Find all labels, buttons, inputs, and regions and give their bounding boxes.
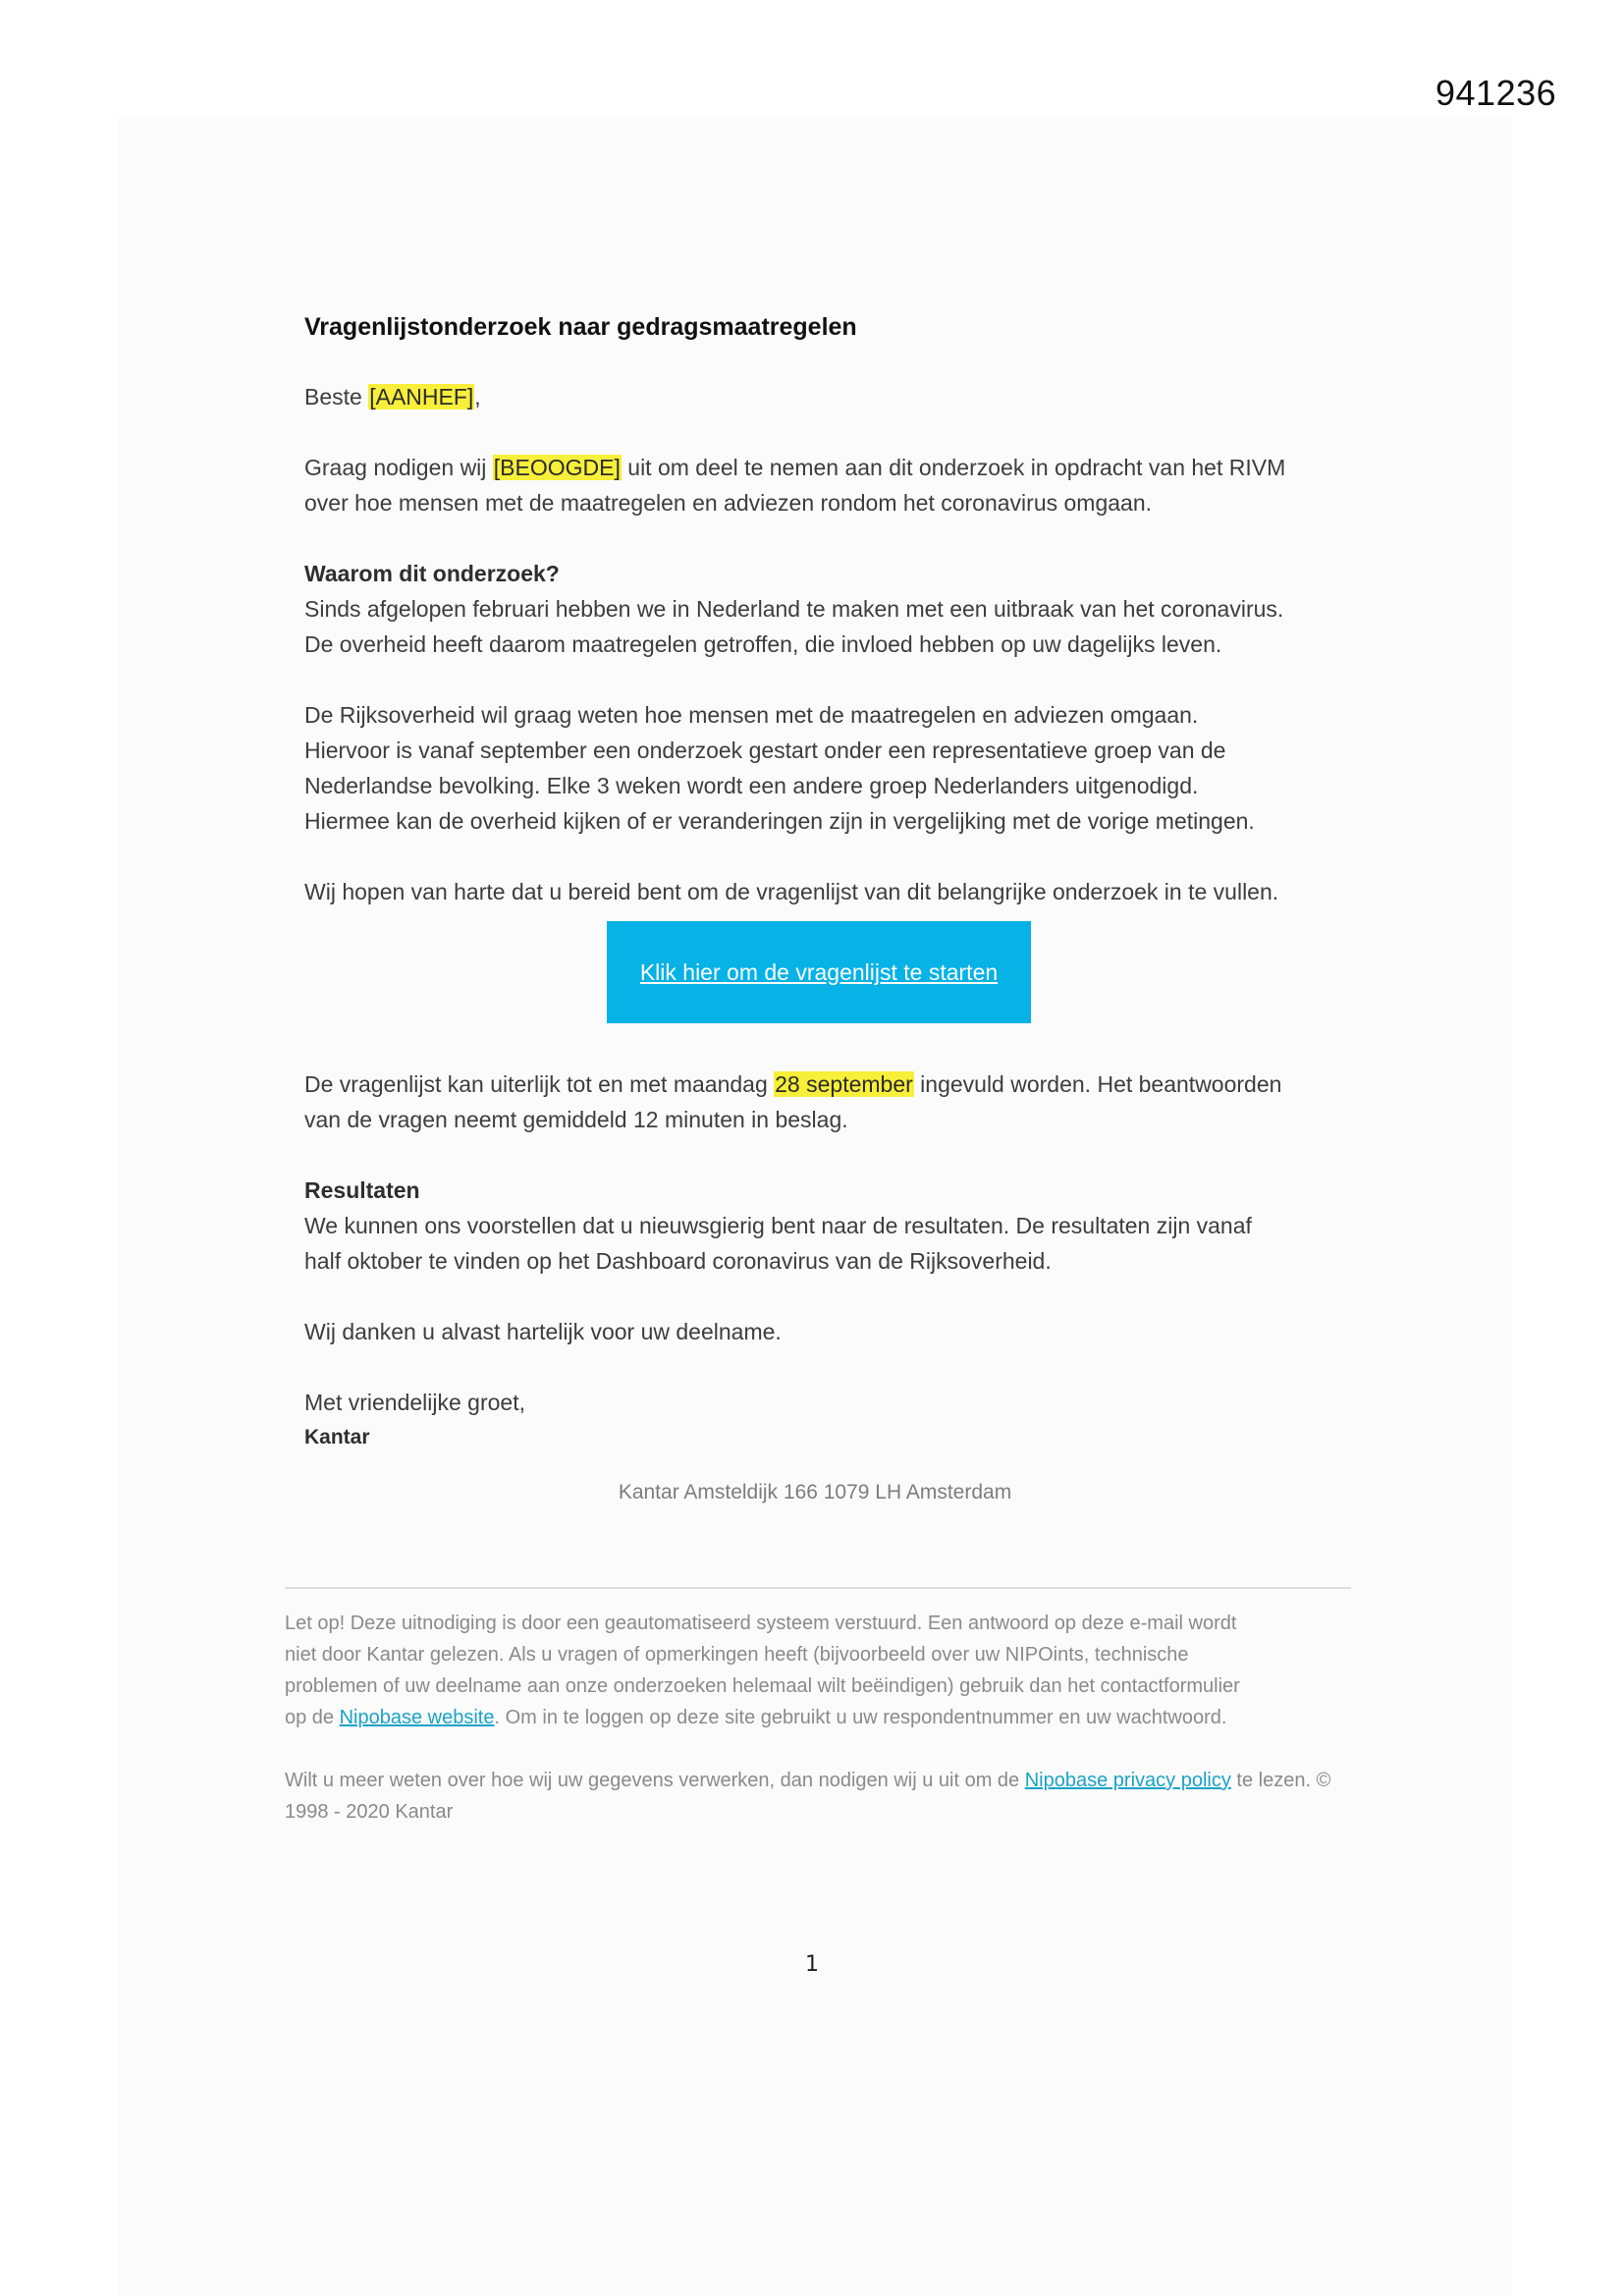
page-number: 1 — [805, 1952, 819, 1977]
salutation-placeholder: [AANHEF] — [369, 384, 474, 410]
privacy-prefix: Wilt u meer weten over hoe wij uw gegevens verwerken, dan nodigen wij u uit om de — [285, 1770, 1025, 1791]
privacy-notice — [285, 1765, 1351, 1828]
why-line: De overheid heeft daarom maatregelen getroffen, die invloed hebben op uw dagelijks leven. — [304, 631, 1222, 657]
deadline-paragraph — [304, 1066, 1326, 1137]
privacy-line — [285, 1770, 1253, 1791]
notice-line: problemen of uw deelname aan onze onderzoeken helemaal wilt beëindigen) gebruik dan het contactformulier — [285, 1675, 1240, 1697]
notice-line — [285, 1702, 1351, 1733]
nipobase-website-link[interactable]: Nipobase website — [339, 1707, 495, 1728]
intro-paragraph — [304, 450, 1326, 520]
hope-paragraph: Wij hopen van harte dat u bereid bent om de vragenlijst van dit belangrijke onderzoek in te vullen. — [304, 879, 1279, 904]
email-footer — [285, 1608, 1351, 1828]
signature: Kantar — [304, 1426, 370, 1449]
deadline-line-1 — [304, 1066, 1326, 1102]
notice-line: Let op! Deze uitnodiging is door een geautomatiseerd systeem verstuurd. Een antwoord op deze e-mail wordt — [285, 1613, 1237, 1634]
why-heading: Waarom dit onderzoek? — [304, 561, 560, 586]
privacy-line: lezen. — [1258, 1770, 1312, 1791]
rijks-line: De Rijksoverheid wil graag weten hoe mensen met de maatregelen en adviezen omgaan. — [304, 702, 1199, 728]
rijks-line: Nederlandse bevolking. Elke 3 weken wordt een andere groep Nederlanders uitgenodigd. — [304, 773, 1199, 798]
automated-notice — [285, 1608, 1351, 1733]
privacy-suffix: te — [1230, 1770, 1254, 1791]
cta-container — [304, 921, 1326, 1023]
greeting-prefix: Beste — [304, 384, 369, 410]
start-survey-link[interactable]: Klik hier om de vragenlijst te starten — [639, 959, 999, 985]
intro-prefix: Graag nodigen wij — [304, 455, 493, 480]
why-section — [304, 556, 1326, 662]
closing: Met vriendelijke groet, — [304, 1390, 525, 1415]
rijks-line: Hiervoor is vanaf september een onderzoek gestart onder een representatieve groep van de — [304, 738, 1226, 763]
deadline-prefix: De vragenlijst kan uiterlijk tot en met maandag — [304, 1071, 775, 1097]
notice-suffix: . Om in te loggen op deze site gebruikt u uw respondentnummer en uw wachtwoord. — [494, 1707, 1227, 1728]
privacy-policy-link[interactable]: Nipobase privacy policy — [1024, 1770, 1231, 1791]
document-id: 941236 — [1435, 73, 1557, 113]
email-body — [304, 310, 1326, 1491]
intro-line-1 — [304, 450, 1326, 485]
greeting-suffix: , — [474, 384, 481, 410]
start-survey-button[interactable] — [607, 921, 1031, 1023]
rijksoverheid-paragraph — [304, 697, 1326, 839]
thanks-paragraph: Wij danken u alvast hartelijk voor uw deelname. — [304, 1319, 782, 1344]
why-line: Sinds afgelopen februari hebben we in Nederland te maken met een uitbraak van het coronavirus. — [304, 596, 1284, 622]
results-section — [304, 1173, 1326, 1279]
email-title: Vragenlijstonderzoek naar gedragsmaatregelen — [304, 313, 857, 341]
recipient-placeholder: [BEOOGDE] — [493, 455, 621, 480]
copyright: © 1998 - 2020 Kantar — [285, 1770, 1331, 1823]
greeting — [304, 379, 1326, 414]
results-line: half oktober te vinden op het Dashboard coronavirus van de Rijksoverheid. — [304, 1248, 1052, 1274]
footer-divider — [285, 1587, 1351, 1589]
intro-suffix: uit om deel te nemen aan dit onderzoek in opdracht van het RIVM — [621, 455, 1286, 480]
company-address: Kantar Amsteldijk 166 1079 LH Amsterdam — [618, 1481, 1012, 1503]
deadline-line-2: van de vragen neemt gemiddeld 12 minuten in beslag. — [304, 1107, 848, 1132]
results-heading: Resultaten — [304, 1177, 420, 1203]
deadline-suffix: ingevuld worden. Het beantwoorden — [913, 1071, 1282, 1097]
notice-line: niet door Kantar gelezen. Als u vragen of opmerkingen heeft (bijvoorbeeld over uw NIPOints, technische — [285, 1644, 1189, 1666]
results-line: We kunnen ons voorstellen dat u nieuwsgierig bent naar de resultaten. De resultaten zijn vanaf — [304, 1213, 1252, 1238]
rijks-line: Hiermee kan de overheid kijken of er veranderingen zijn in vergelijking met de vorige metingen. — [304, 808, 1255, 834]
signoff — [304, 1385, 1326, 1455]
intro-line-2: over hoe mensen met de maatregelen en adviezen rondom het coronavirus omgaan. — [304, 490, 1153, 516]
deadline-date: 28 september — [775, 1071, 913, 1097]
notice-prefix: op de — [285, 1707, 340, 1728]
